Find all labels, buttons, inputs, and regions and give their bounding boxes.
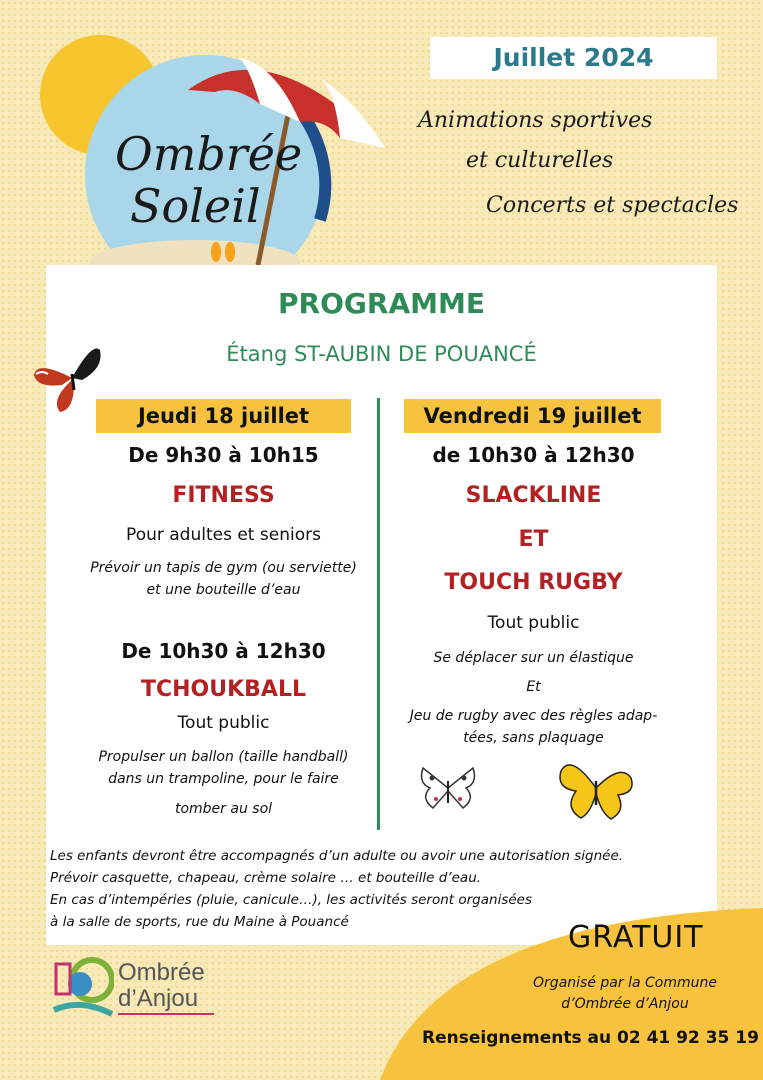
- slot1-audience: Pour adultes et seniors: [126, 525, 321, 545]
- organizer-line1: Organisé par la Commune: [533, 975, 717, 991]
- month-label: Juillet 2024: [430, 37, 717, 79]
- slot2-note-line2: dans un trampoline, pour le faire: [108, 771, 339, 787]
- note-equipment: Prévoir casquette, chapeau, crème solaire … et bouteille d’eau.: [50, 870, 482, 886]
- tagline-concerts: Concerts et spectacles: [486, 193, 739, 218]
- friday-note1: Se déplacer sur un élastique: [433, 650, 634, 666]
- gratuit-label: GRATUIT: [568, 920, 704, 955]
- slot2-audience: Tout public: [177, 713, 270, 733]
- column-divider: [377, 398, 380, 830]
- programme-panel: [46, 265, 717, 945]
- note-children: Les enfants devront être accompagnés d’un adulte ou avoir une autorisation signée.: [50, 848, 624, 864]
- slot2-activity: TCHOUKBALL: [140, 677, 306, 702]
- friday-audience: Tout public: [487, 613, 580, 633]
- slot1-note-line1: Prévoir un tapis de gym (ou serviette): [90, 560, 357, 576]
- flip-flop-icon: [211, 242, 221, 262]
- slot1-time: De 9h30 à 10h15: [128, 443, 319, 467]
- slot2-note: [66, 746, 381, 820]
- slot2-note-line3: tomber au sol: [174, 801, 273, 817]
- slot1-activity: FITNESS: [172, 483, 275, 508]
- red-butterfly-icon: [32, 340, 104, 416]
- white-butterfly-icon: [418, 763, 478, 813]
- tagline-animations: Animations sportives: [418, 108, 653, 133]
- slot1-note: [66, 557, 381, 601]
- friday-note-and: Et: [526, 679, 541, 695]
- friday-and: ET: [518, 527, 549, 552]
- tagline-culture: et culturelles: [466, 148, 614, 173]
- slot2-time: De 10h30 à 12h30: [121, 639, 326, 663]
- ombree-anjou-logo-icon: [50, 950, 114, 1022]
- note-weather: En cas d’intempéries (pluie, canicule…), les activités seront organisées: [50, 892, 532, 908]
- friday-note2-line2: tées, sans plaquage: [463, 730, 604, 746]
- yellow-butterfly-icon: [556, 753, 636, 823]
- friday-time: de 10h30 à 12h30: [432, 443, 635, 467]
- footer-logo-underline: [118, 1013, 214, 1015]
- friday-note2: [366, 705, 701, 749]
- friday-activity1: SLACKLINE: [465, 483, 602, 508]
- programme-title: PROGRAMME: [278, 287, 485, 320]
- organizer-line2: d’Ombrée d’Anjou: [561, 996, 689, 1012]
- footer-logo-line1: Ombrée: [118, 959, 205, 986]
- friday-activity2: TOUCH RUGBY: [444, 570, 623, 595]
- note-location: à la salle de sports, rue du Maine à Pouancé: [50, 914, 349, 930]
- ombree-soleil-logo: [20, 30, 410, 290]
- day-friday: Vendredi 19 juillet: [404, 399, 661, 433]
- footer-logo-line2: d’Anjou: [118, 985, 199, 1012]
- day-thursday: Jeudi 18 juillet: [96, 399, 351, 433]
- slot2-note-line1: Propulser un ballon (taille handball): [98, 749, 349, 765]
- programme-location: Étang ST-AUBIN DE POUANCÉ: [226, 342, 537, 366]
- logo-line1: Ombrée: [115, 127, 303, 181]
- logo-line2: Soleil: [130, 179, 261, 233]
- slot1-note-line2: et une bouteille d’eau: [146, 582, 301, 598]
- friday-note2-line1: Jeu de rugby avec des règles adap-: [409, 708, 658, 724]
- contact-phone: Renseignements au 02 41 92 35 19: [422, 1028, 759, 1048]
